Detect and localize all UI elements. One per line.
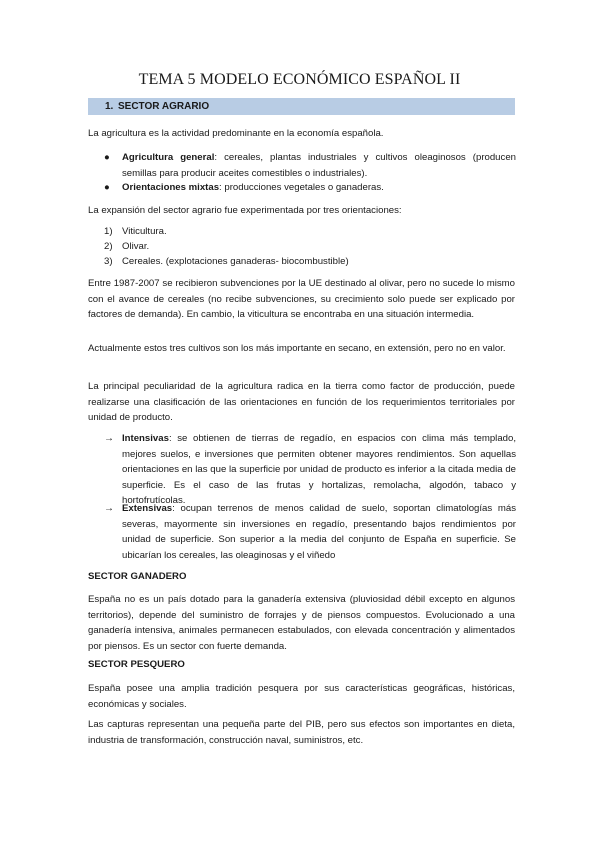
page-title: TEMA 5 MODELO ECONÓMICO ESPAÑOL II — [138, 71, 461, 88]
arrow-text — [122, 501, 516, 563]
ganadero-paragraph: España no es un país dotado para la ganadería extensiva (pluviosidad débil excepto en algunos territorios), depende del suministro de forrajes y de piensos compuestos. Evolucionado a una ganadería intensiva, animales permanecen estabulados, con elevada concentración y alimentados por piensos. Es un sector con fuerte demanda. — [88, 594, 515, 652]
item-number: 3) — [104, 256, 113, 267]
bullet-desc: : producciones vegetales o ganaderas. — [219, 182, 384, 193]
arrow-right-icon: → — [104, 503, 114, 514]
arrow-right-icon: → — [104, 433, 114, 444]
bullet-term: Orientaciones mixtas — [122, 182, 220, 193]
bullet-text — [122, 150, 516, 181]
item-text: Olivar. — [122, 241, 150, 252]
pesquero-paragraph-2: Las capturas representan una pequeña parte del PIB, pero sus efectos son importantes en dieta, industria de transformación, construcción naval, suministros, etc. — [88, 719, 515, 746]
intro-paragraph: La agricultura es la actividad predominante en la economía española. — [88, 128, 384, 139]
current-paragraph: Actualmente estos tres cultivos son los más importante en secano, en extensión, pero no en valor. — [88, 343, 506, 354]
item-text: Cereales. (explotaciones ganaderas- biocombustible) — [122, 256, 349, 267]
arrow-term: Extensivas — [122, 503, 173, 514]
arrow-desc: : ocupan terrenos de menos calidad de suelo, soportan climatologías más severas, mayormente sin inversiones en regadío, presentando bajos rendimientos por unidad de superficie. Son superior a la media del conjunto de España en superficie. Se ubicarían los cereales, las oleaginosas y el viñedo — [122, 503, 516, 561]
heading-pesquero: SECTOR PESQUERO — [88, 659, 185, 670]
bullet-text — [122, 180, 516, 196]
item-number: 2) — [104, 241, 113, 252]
bullet-dot-icon: ● — [104, 182, 110, 193]
numbered-item — [104, 224, 167, 240]
arrow-term: Intensivas — [122, 433, 169, 444]
pesquero-paragraph-1: España posee una amplia tradición pesquera por sus características geográficas, históricas, económicas y sociales. — [88, 683, 515, 710]
heading-ganadero: SECTOR GANADERO — [88, 571, 187, 582]
peculiarity-paragraph: La principal peculiaridad de la agricultura radica en la tierra como factor de producción, puede realizarse una clasificación de las orientaciones en función de los requerimientos territoriales por unidad de producto. — [88, 381, 515, 423]
section-label: SECTOR AGRARIO — [118, 101, 210, 112]
bullet-desc: : cereales, plantas industriales y cultivos oleaginosos (producen semillas para producir aceites comestibles o industriales). — [122, 152, 516, 179]
bullet-dot-icon: ● — [104, 152, 110, 163]
expansion-paragraph: La expansión del sector agrario fue experimentada por tres orientaciones: — [88, 205, 402, 216]
item-number: 1) — [104, 226, 113, 237]
bullet-term: Agricultura general — [122, 152, 215, 163]
section-number: 1. — [105, 101, 114, 112]
arrow-text — [122, 431, 516, 509]
section-heading-agrario — [88, 98, 515, 115]
numbered-item — [104, 254, 349, 270]
subsidies-paragraph: Entre 1987-2007 se recibieron subvenciones por la UE destinado al olivar, pero no sucede lo mismo con el avance de cereales (no recibe subvenciones, su crecimiento solo puede ser explicado por factores de demanda). En cambio, la viticultura se encontraba en una situación intermedia. — [88, 278, 515, 320]
item-text: Viticultura. — [122, 226, 167, 237]
numbered-item — [104, 239, 149, 255]
arrow-desc: : se obtienen de tierras de regadío, en espacios con clima más templado, mejores suelos, e inversiones que permiten obtener mayores rendimientos. Son aquellas orientaciones en las que la superficie por unidad de producto es inferior a la citada media de superficie. Es el caso de las frutas y hortalizas, remolacha, algodón, tabaco y hortofrutícolas. — [122, 433, 516, 506]
